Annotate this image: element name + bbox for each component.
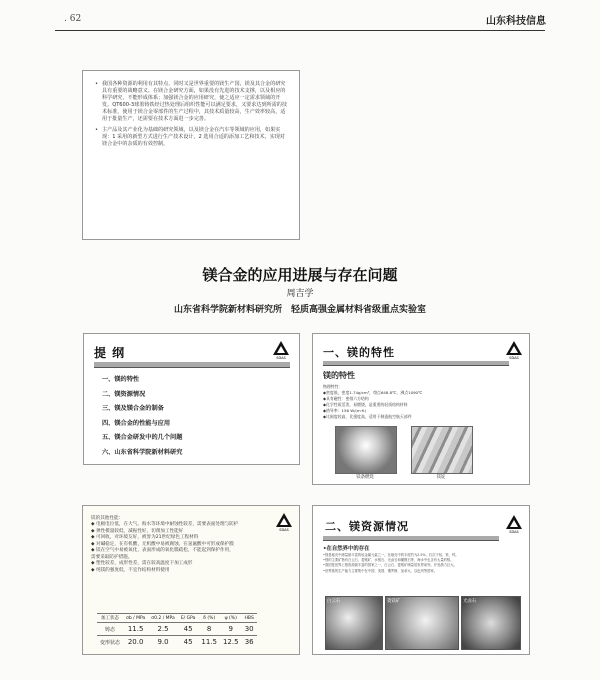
burning-magnesium-photo bbox=[335, 426, 397, 474]
resources-line: •世界镁的生产能力主要集中在中国、美国、俄罗斯、加拿大、以色列等国家。 bbox=[323, 568, 438, 573]
mineral-label: 光卤石 bbox=[463, 599, 477, 604]
logo-caption: SDAS bbox=[279, 528, 289, 532]
properties-text bbox=[91, 516, 269, 574]
article-title: 镁合金的应用进展与存在问题 bbox=[202, 266, 398, 284]
properties-slide bbox=[82, 505, 300, 655]
outline-item: 五、镁合金研发中的几个问题 bbox=[102, 434, 183, 442]
resources-line: •镁是地壳中储量最丰富的轻金属元素之一，在地壳中的丰度约为2.5%，仅次于铝、铁、钙。 bbox=[323, 553, 459, 557]
properties-line: ◆ 对碱稳定，在有机酸、无机酸中易被腐蚀，在氢氟酸中可形成保护膜 bbox=[91, 541, 234, 547]
resources-line: •我国是世界上镁资源最丰富的国家之一，白云石、菱镁矿储量居世界前列，开发潜力巨大。 bbox=[323, 563, 457, 568]
table-header: σ0.2 / MPa bbox=[148, 614, 178, 623]
outline-item: 一、镁的特性 bbox=[102, 376, 140, 383]
table-cell: 45 bbox=[178, 636, 199, 649]
article-affiliation: 山东省科学院新材料研究所 轻质高强金属材料省级重点实验室 bbox=[173, 305, 426, 315]
magnesium-ingot-photo bbox=[411, 426, 473, 474]
table-cell: 铸态 bbox=[97, 623, 123, 636]
magnesite-photo bbox=[385, 596, 459, 650]
table-header-row bbox=[97, 614, 257, 623]
table-header: δ (%) bbox=[198, 614, 220, 623]
article-author: 周吉学 bbox=[286, 289, 314, 299]
slide-title-bar bbox=[323, 361, 509, 366]
logo-caption: SDAS bbox=[276, 356, 286, 360]
table-header: HBS bbox=[242, 614, 257, 623]
table-cell: 变形状态 bbox=[97, 636, 123, 649]
header-rule bbox=[55, 30, 545, 31]
carnallite-photo bbox=[461, 596, 521, 650]
mineral-label: 白云石 bbox=[327, 599, 341, 604]
characteristics-slide bbox=[312, 333, 530, 485]
top-slide-item: • 我国各种资源的利用有其特点，同时又是世界重要的镁生产国，镁及其合金的研究具有重要的战略意义。在镁合金研究方面，如果没有先进的技术支撑，以及相应的科学研究，不能形成体系；加强镁合金的应用研究，使之适应一定需求领域的开发。QT600-3球墨铸铁经过热处理后组织性能可以满足要求，又要求达到所需的技术标准，使用于镁合金零部件的生产过程中，其技术质量较高，生产效率较高，适用于批量生产，还需要在技术方面进一步完善。 bbox=[95, 81, 289, 123]
slide-title-bar bbox=[323, 536, 499, 541]
properties-line: ◆ 塑性较差，成形性差，需在较高温度下加工成形 bbox=[91, 561, 193, 567]
table-row bbox=[97, 623, 257, 636]
properties-line: 镁的其他性能： bbox=[91, 516, 124, 521]
top-slide-item: • 主产品及其产业化为基础的研究领域，以及镁合金在汽车等领域的应用，如果实现：1 采用的新型方式进行生产技术设计，2 选用合适的添加工艺和技术，实现对镁合金中的杂质的有效控制。 bbox=[95, 127, 289, 148]
properties-line: ◆ 电极电位低，在大气、海水等环境中耐蚀性较差，需要表面处理与防护 bbox=[91, 522, 239, 528]
table-cell: 11.5 bbox=[123, 623, 148, 636]
outline-item: 四、镁合金的性能与应用 bbox=[102, 419, 171, 427]
property-line: ◆比刚度较高，比强度高，适用于制造航空航天部件 bbox=[323, 414, 412, 419]
property-line: 物理特性： bbox=[323, 384, 343, 389]
outline-item: 二、镁资源情况 bbox=[102, 390, 146, 398]
properties-line: ◆ 纯镁的强度低，不宜作结构材料使用 bbox=[91, 567, 170, 573]
resources-slide bbox=[312, 505, 530, 655]
table-cell: 45 bbox=[178, 623, 199, 636]
dolomite-photo bbox=[325, 596, 383, 650]
table-cell: 8 bbox=[198, 623, 220, 636]
mechanical-properties-table bbox=[97, 613, 257, 648]
properties-line: ◆ 可回收，对环境友好，被誉为21世纪绿色工程材料 bbox=[91, 535, 199, 541]
photo-caption: 镁条燃烧 bbox=[356, 475, 374, 480]
properties-list bbox=[323, 384, 422, 420]
properties-line: ◆ 镁在空气中易被氧化，表面形成的氧化膜疏松，不能起到保护作用， bbox=[91, 548, 234, 554]
resources-heading: 二、镁资源情况 bbox=[325, 520, 409, 533]
table-cell: 9 bbox=[220, 623, 242, 636]
logo-caption: SDAS bbox=[509, 530, 519, 534]
characteristics-heading: 一、镁的特性 bbox=[323, 346, 395, 359]
journal-name: 山东科技信息 bbox=[486, 16, 546, 27]
table-cell: 30 bbox=[242, 623, 257, 636]
outline-item: 六、山东省科学院新材料研究 bbox=[102, 448, 183, 456]
resources-subheading: •在自然界中的存在 bbox=[323, 546, 370, 552]
property-line: ◆密度低，密度1.74g/cm³，熔点648.8℃，沸点1090℃ bbox=[323, 390, 423, 395]
outline-item: 三、镁及镁合金的制备 bbox=[102, 405, 164, 413]
table-header: ψ (%) bbox=[220, 614, 242, 623]
table-header: 加工状态 bbox=[97, 614, 123, 623]
table-cell: 20.0 bbox=[123, 636, 148, 649]
characteristics-subheading: 镁的特性 bbox=[323, 371, 355, 380]
property-line: ◆具有磁性：密排六方结构 bbox=[323, 396, 369, 401]
outline-heading: 提 纲 bbox=[94, 346, 126, 360]
outline-list bbox=[102, 374, 182, 462]
resources-text bbox=[323, 553, 521, 574]
properties-line: ◆ 弹性模量较低，减振性好，切削加工性能好 bbox=[91, 528, 184, 534]
table-header: σb / MPa bbox=[123, 614, 148, 623]
photo-caption: 镁锭 bbox=[436, 475, 446, 480]
table-row bbox=[97, 636, 257, 649]
table-cell: 12.5 bbox=[220, 636, 242, 649]
top-slide bbox=[82, 70, 300, 240]
table-cell: 11.5 bbox=[198, 636, 220, 649]
page-number: . 62 bbox=[64, 14, 82, 24]
outline-slide bbox=[83, 333, 300, 465]
resources-line: •镁的主要矿物有白云石、菱镁矿、水镁石、光卤石和橄榄石等，海水中也含有大量的镁。 bbox=[323, 558, 454, 563]
table-cell: 36 bbox=[242, 636, 257, 649]
logo-caption: SDAS bbox=[509, 356, 519, 360]
slide-title-bar bbox=[94, 362, 290, 368]
property-line: ◆化学性质活泼，易燃烧，是重要的轻质结构材料 bbox=[323, 402, 408, 407]
table-cell: 2.5 bbox=[148, 623, 178, 636]
properties-line: 需要采取防护措施。 bbox=[91, 554, 133, 560]
mineral-label: 菱镁矿 bbox=[387, 599, 401, 604]
table-header: E/ GPa bbox=[178, 614, 199, 623]
property-line: ◆热导率：156 W/(m·K) bbox=[323, 408, 366, 413]
table-cell: 9.0 bbox=[148, 636, 178, 649]
